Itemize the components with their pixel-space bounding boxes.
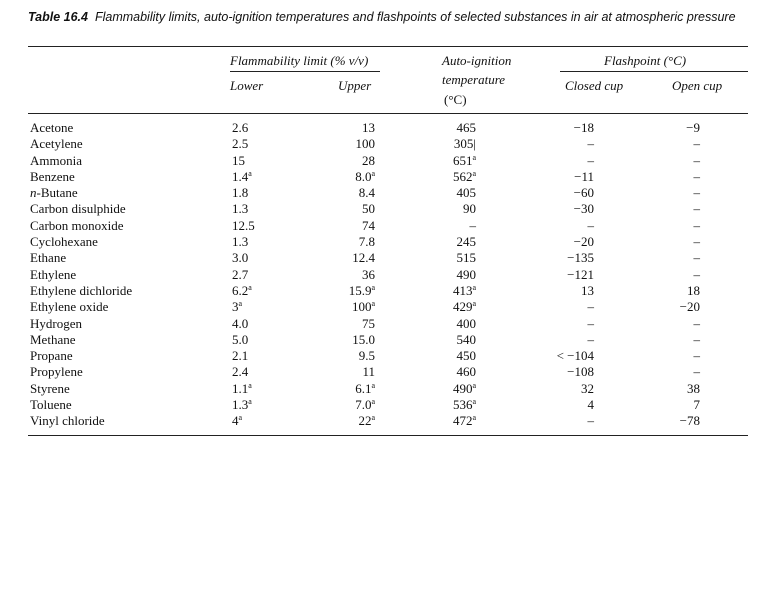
table-row bbox=[0, 283, 768, 299]
flashpoint-open-cup: – bbox=[693, 348, 700, 364]
flashpoint-closed-cup: −121 bbox=[567, 266, 594, 282]
header-bottom-rule bbox=[28, 113, 748, 114]
flashpoint-closed-cup: 32 bbox=[581, 380, 594, 396]
flashpoint-open-cup: 7 bbox=[693, 397, 700, 413]
table-row bbox=[0, 413, 768, 429]
table-caption bbox=[28, 10, 748, 25]
upper-limit: 36 bbox=[362, 266, 375, 282]
flashpoint-open-cup: – bbox=[693, 250, 700, 266]
lower-limit: 1.1$^a$ bbox=[232, 380, 252, 396]
table-row bbox=[0, 348, 768, 364]
lower-limit: 2.4 bbox=[232, 364, 249, 380]
lower-header: Lower bbox=[230, 78, 264, 93]
upper-limit: 100 bbox=[355, 136, 375, 152]
substance-name: Carbon disulphide bbox=[30, 201, 126, 217]
lower-limit: 4$^a$ bbox=[232, 413, 243, 429]
table-row bbox=[0, 397, 768, 413]
flashpoint-open-cup: −9 bbox=[686, 120, 700, 135]
substance-name: Cyclohexane bbox=[30, 234, 98, 250]
lower-limit: 1.8 bbox=[232, 185, 249, 201]
substance-name: Ethylene oxide bbox=[30, 299, 109, 315]
flashpoint-open-cup: 38 bbox=[687, 380, 700, 396]
flashpoint-header-rule bbox=[560, 71, 748, 72]
flashpoint-closed-cup: −20 bbox=[573, 234, 594, 250]
upper-limit: 7.8 bbox=[358, 234, 375, 250]
substance-name: Hydrogen bbox=[30, 315, 82, 331]
substance-name: Ethylene dichloride bbox=[30, 282, 133, 298]
substance-name: Vinyl chloride bbox=[30, 413, 105, 429]
table-row bbox=[0, 316, 768, 332]
table-row bbox=[0, 120, 768, 136]
auto-ignition-temp: 400 bbox=[456, 315, 476, 331]
flashpoint-closed-cup: – bbox=[587, 152, 594, 168]
lower-limit: 15 bbox=[232, 152, 245, 168]
upper-limit: 13 bbox=[362, 120, 375, 135]
flashpoint-open-cup: – bbox=[693, 136, 700, 152]
flashpoint-closed-cup: – bbox=[587, 315, 594, 331]
table-title: Flammability limits, auto-ignition temperatures and flashpoints of selected substances in air at atmospheric pressure bbox=[94, 10, 736, 24]
lower-limit: 5.0 bbox=[232, 331, 249, 347]
auto-ignition-temp: 651$^a$ bbox=[452, 152, 476, 168]
table-row bbox=[0, 381, 768, 397]
flashpoint-closed-cup: – bbox=[587, 217, 594, 233]
auto-ignition-header-unit: (°C) bbox=[444, 92, 467, 107]
substance-name: Acetone bbox=[30, 120, 74, 135]
auto-ignition-temp: 90 bbox=[463, 201, 476, 217]
upper-limit: 8.4 bbox=[358, 185, 375, 201]
upper-limit: 50 bbox=[362, 201, 375, 217]
flashpoint-closed-cup: < −104 bbox=[556, 348, 594, 364]
auto-ignition-temp: 536$^a$ bbox=[452, 397, 476, 413]
flashpoint-closed-cup: 13 bbox=[581, 282, 594, 298]
substance-name: Carbon monoxide bbox=[30, 217, 124, 233]
substance-name: Ammonia bbox=[30, 152, 82, 168]
flashpoint-closed-cup: – bbox=[587, 136, 594, 152]
auto-ignition-header-line1: Auto-ignition bbox=[442, 53, 512, 68]
lower-limit: 2.1 bbox=[232, 348, 249, 364]
flashpoint-open-cup: – bbox=[693, 331, 700, 347]
flashpoint-closed-cup: – bbox=[587, 331, 594, 347]
lower-limit: 2.5 bbox=[232, 136, 249, 152]
substance-name: Propylene bbox=[30, 364, 83, 380]
flashpoint-open-cup: – bbox=[693, 201, 700, 217]
auto-ignition-temp: 540 bbox=[456, 331, 476, 347]
upper-header: Upper bbox=[338, 78, 372, 93]
upper-limit: 6.1$^a$ bbox=[355, 380, 375, 396]
table-row bbox=[0, 234, 768, 250]
table-row bbox=[0, 136, 768, 152]
flashpoint-open-cup: – bbox=[693, 185, 700, 201]
table-bottom-rule bbox=[28, 435, 748, 436]
table-row bbox=[0, 169, 768, 185]
flashpoint-open-cup: – bbox=[693, 152, 700, 168]
auto-ignition-temp: 460 bbox=[456, 364, 476, 380]
flashpoint-closed-cup: – bbox=[587, 299, 594, 315]
upper-limit: 28 bbox=[362, 152, 375, 168]
open-cup-header: Open cup bbox=[672, 78, 723, 93]
upper-limit: 11 bbox=[362, 364, 375, 380]
flammability-limit-header: Flammability limit (% v/v) bbox=[230, 53, 369, 68]
lower-limit: 12.5 bbox=[232, 217, 255, 233]
upper-limit: 7.0$^a$ bbox=[355, 397, 375, 413]
upper-limit: 74 bbox=[362, 217, 375, 233]
flashpoint-open-cup: – bbox=[693, 364, 700, 380]
auto-ignition-temp: 405 bbox=[456, 185, 476, 201]
auto-ignition-header-line2: temperature bbox=[442, 72, 506, 87]
flammability-header-rule bbox=[230, 71, 380, 72]
upper-limit: 100$^a$ bbox=[351, 299, 375, 315]
upper-limit: 9.5 bbox=[358, 348, 375, 364]
upper-limit: 15.0 bbox=[352, 331, 375, 347]
lower-limit: 4.0 bbox=[232, 315, 249, 331]
substance-name: Styrene bbox=[30, 380, 70, 396]
flashpoint-closed-cup: −11 bbox=[574, 168, 594, 184]
flashpoint-open-cup: – bbox=[693, 315, 700, 331]
flashpoint-open-cup: – bbox=[693, 234, 700, 250]
flashpoint-closed-cup: −108 bbox=[567, 364, 594, 380]
upper-limit: 8.0$^a$ bbox=[355, 168, 375, 184]
flashpoint-open-cup: – bbox=[693, 266, 700, 282]
lower-limit: 3.0 bbox=[232, 250, 249, 266]
lower-limit: 1.3$^a$ bbox=[232, 397, 252, 413]
auto-ignition-temp: 429$^a$ bbox=[452, 299, 476, 315]
table-body bbox=[0, 120, 768, 430]
closed-cup-header: Closed cup bbox=[565, 78, 624, 93]
table-row bbox=[0, 332, 768, 348]
auto-ignition-temp: 245 bbox=[456, 234, 476, 250]
flashpoint-closed-cup: −60 bbox=[573, 185, 594, 201]
flashpoint-open-cup: −20 bbox=[679, 299, 700, 315]
table-row bbox=[0, 201, 768, 217]
flashpoint-closed-cup: – bbox=[587, 413, 594, 429]
upper-limit: 75 bbox=[362, 315, 375, 331]
table-number: Table 16.4 bbox=[28, 10, 88, 24]
auto-ignition-temp: 413$^a$ bbox=[452, 282, 476, 298]
table-row bbox=[0, 267, 768, 283]
auto-ignition-temp: 450 bbox=[456, 348, 476, 364]
substance-name: Methane bbox=[30, 331, 76, 347]
table-top-rule bbox=[28, 46, 748, 47]
auto-ignition-temp: 305| bbox=[453, 136, 476, 152]
lower-limit: 1.3 bbox=[232, 234, 249, 250]
substance-name: Ethane bbox=[30, 250, 67, 266]
upper-limit: 22$^a$ bbox=[358, 413, 375, 429]
flashpoint-closed-cup: −30 bbox=[573, 201, 594, 217]
lower-limit: 6.2$^a$ bbox=[232, 282, 252, 298]
auto-ignition-temp: 472$^a$ bbox=[452, 413, 476, 429]
substance-name: Toluene bbox=[30, 397, 72, 413]
lower-limit: 2.7 bbox=[232, 266, 249, 282]
auto-ignition-temp: 465 bbox=[456, 120, 476, 135]
lower-limit: 2.6 bbox=[232, 120, 249, 135]
substance-name: Propane bbox=[30, 348, 73, 364]
lower-limit: 3$^a$ bbox=[232, 299, 243, 315]
auto-ignition-temp: – bbox=[469, 217, 476, 233]
flashpoint-open-cup: 18 bbox=[687, 282, 700, 298]
table-row bbox=[0, 364, 768, 380]
flashpoint-open-cup: −78 bbox=[679, 413, 700, 429]
table-row bbox=[0, 153, 768, 169]
lower-limit: 1.4$^a$ bbox=[232, 168, 252, 184]
lower-limit: 1.3 bbox=[232, 201, 249, 217]
auto-ignition-temp: 562$^a$ bbox=[452, 168, 476, 184]
upper-limit: 12.4 bbox=[352, 250, 375, 266]
flashpoint-closed-cup: −18 bbox=[573, 120, 594, 135]
substance-name: Acetylene bbox=[30, 136, 83, 152]
auto-ignition-temp: 490 bbox=[456, 266, 476, 282]
auto-ignition-temp: 490$^a$ bbox=[452, 380, 476, 396]
flashpoint-closed-cup: −135 bbox=[567, 250, 594, 266]
table-row bbox=[0, 250, 768, 266]
flashpoint-open-cup: – bbox=[693, 168, 700, 184]
upper-limit: 15.9$^a$ bbox=[348, 282, 375, 298]
substance-name: Benzene bbox=[30, 168, 75, 184]
substance-name: Ethylene bbox=[30, 266, 77, 282]
auto-ignition-temp: 515 bbox=[456, 250, 476, 266]
flashpoint-open-cup: – bbox=[693, 217, 700, 233]
flashpoint-header: Flashpoint (°C) bbox=[604, 53, 687, 68]
substance-name: n-Butane bbox=[30, 185, 78, 201]
flashpoint-closed-cup: 4 bbox=[587, 397, 594, 413]
table-row bbox=[0, 299, 768, 315]
table-row bbox=[0, 218, 768, 234]
table-row bbox=[0, 185, 768, 201]
